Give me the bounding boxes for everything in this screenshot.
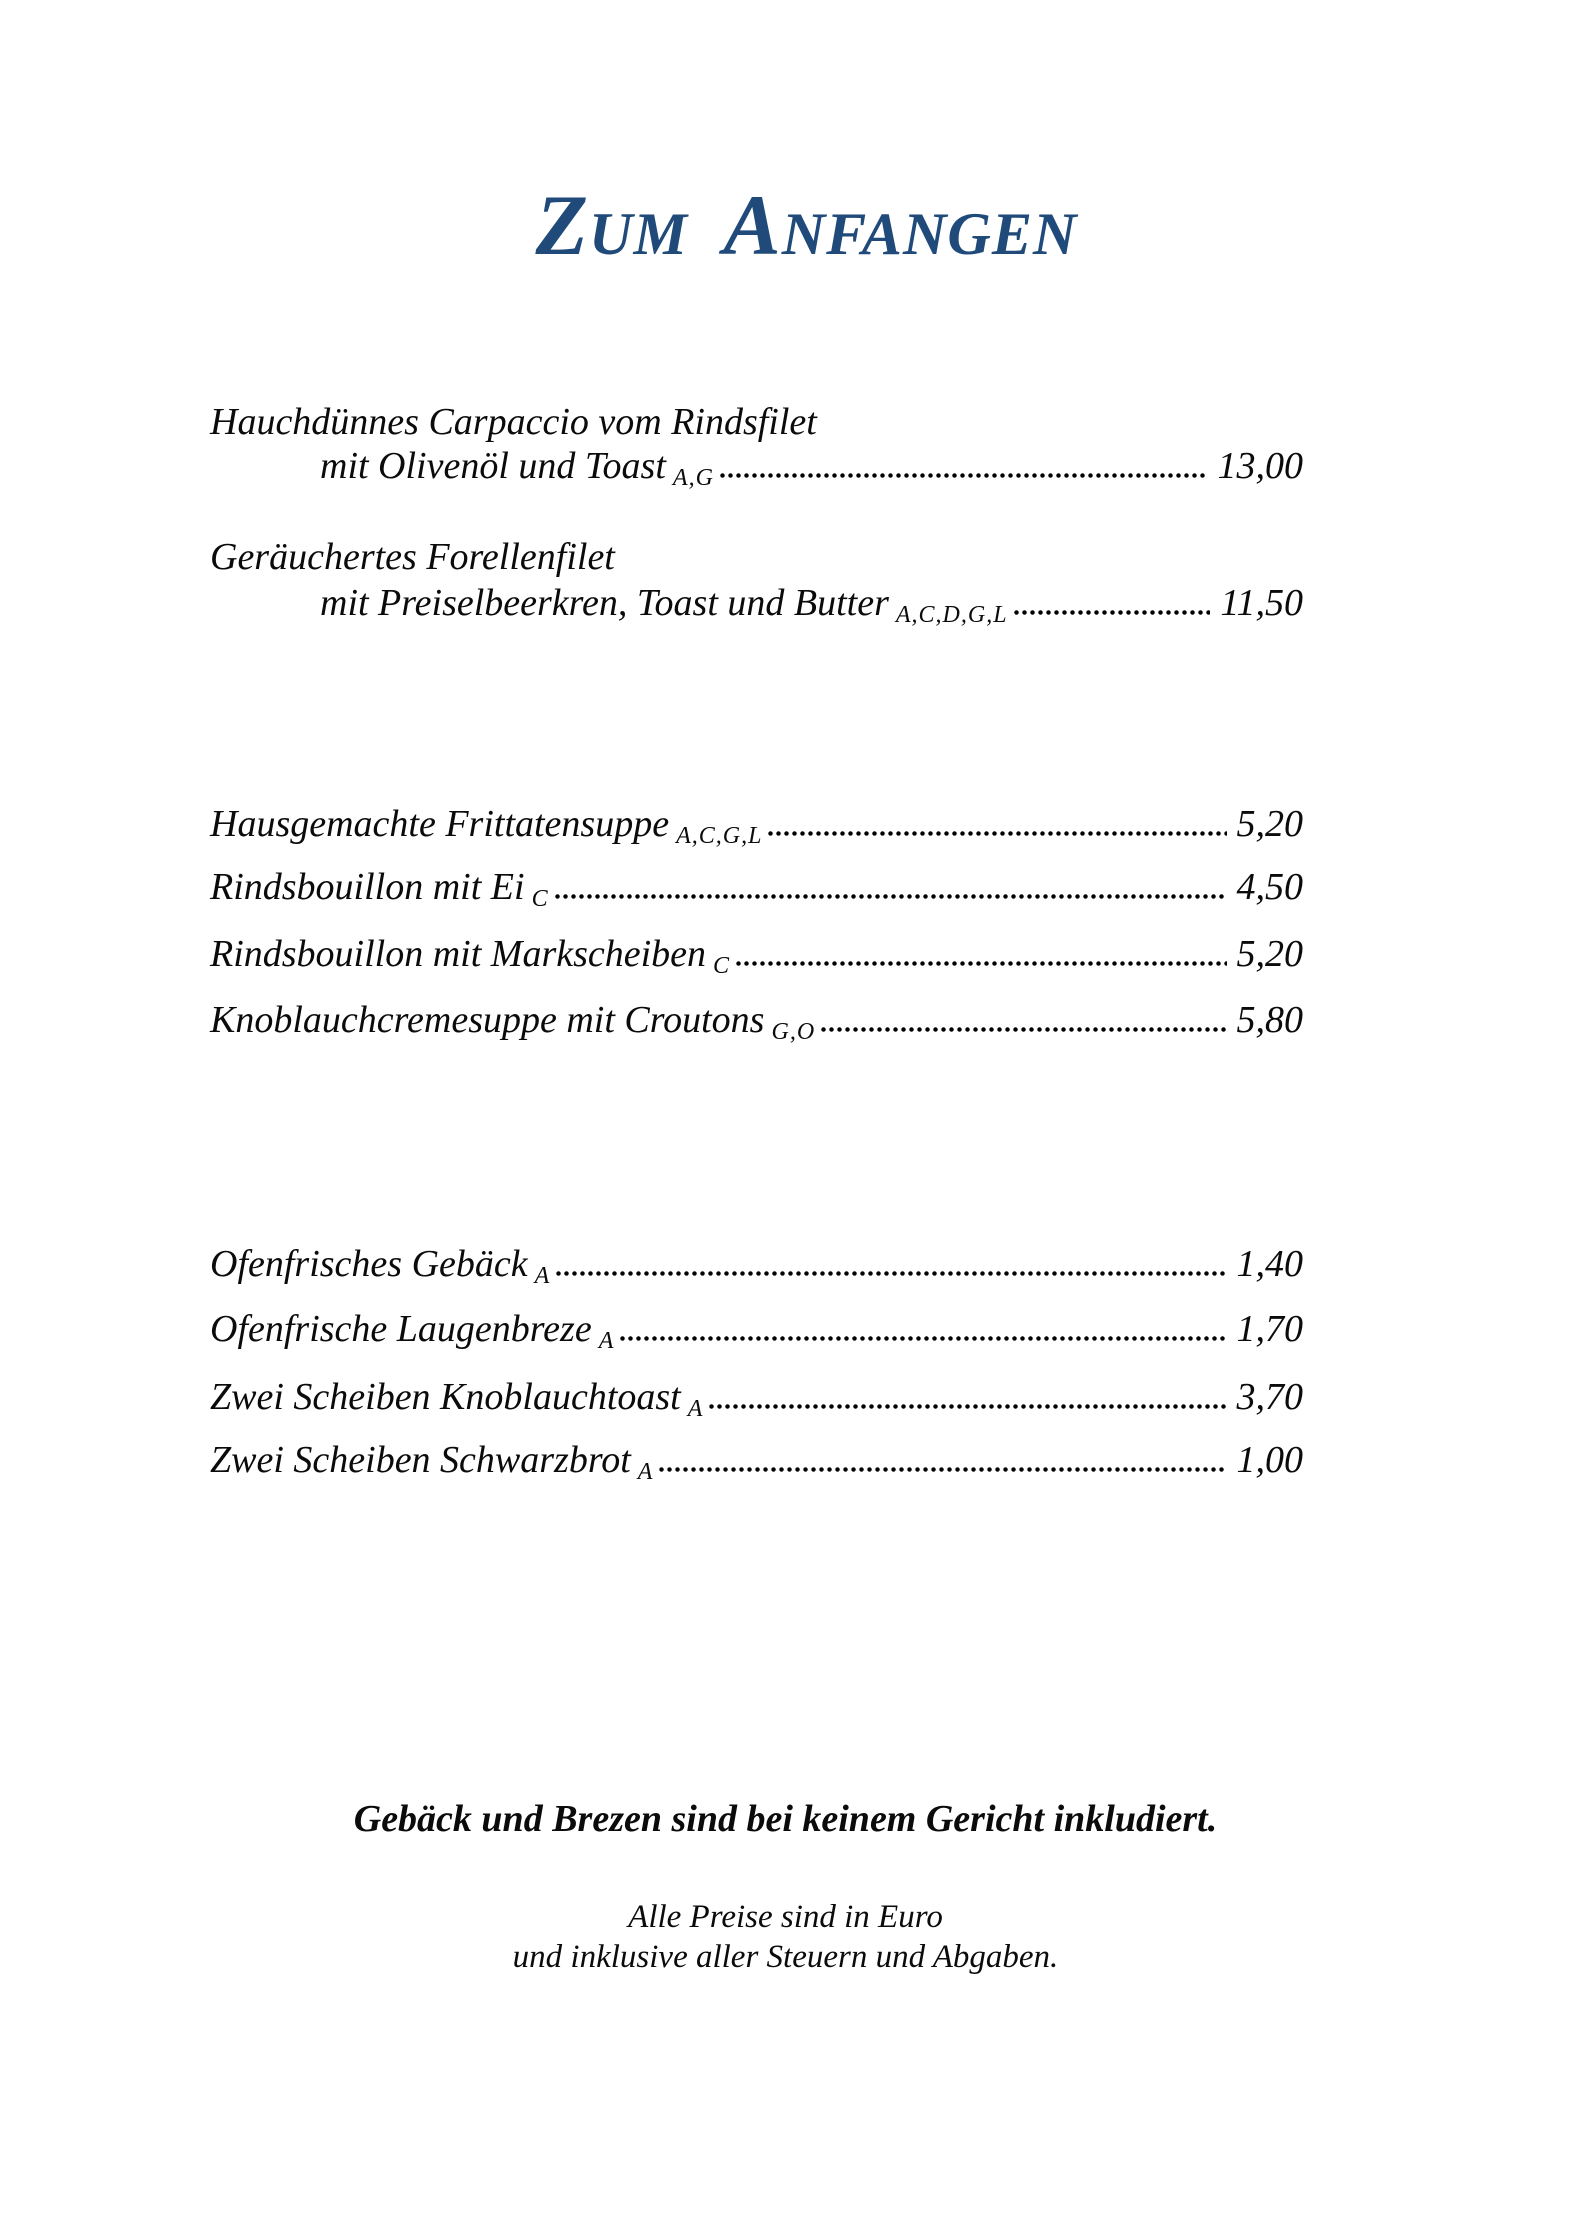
menu-item-price: 5,20 (1236, 803, 1303, 845)
menu-item-name: Rindsbouillon mit Markscheiben (210, 933, 707, 975)
dot-leader (768, 831, 1226, 836)
menu-item-row (210, 1308, 1303, 1356)
menu-item-price: 3,70 (1236, 1376, 1303, 1418)
footer-note-prices-line1: Alle Preise sind in Euro (628, 1899, 943, 1935)
menu-item-price: 1,00 (1236, 1439, 1303, 1481)
dot-leader (1014, 610, 1211, 615)
menu-item-row (210, 536, 1303, 580)
menu-item-price: 11,50 (1220, 582, 1303, 624)
allergen-codes: A (637, 1459, 654, 1485)
menu-item-row (210, 866, 1303, 914)
dot-leader (736, 961, 1226, 966)
page-title: ZUM ANFANGEN (535, 177, 1078, 273)
menu-item-row (210, 803, 1303, 851)
menu-item-row (320, 582, 1303, 630)
menu-item-price: 5,20 (1236, 933, 1303, 975)
menu-item-name: Geräuchertes Forellenfilet (210, 536, 615, 578)
allergen-codes: A (687, 1396, 704, 1422)
dot-leader (556, 1271, 1226, 1276)
menu-item-price: 4,50 (1236, 866, 1303, 908)
allergen-codes: A,G (672, 465, 714, 491)
menu-item-row (210, 1243, 1303, 1291)
allergen-codes: A,C,D,G,L (895, 602, 1008, 628)
menu-item-row (210, 1376, 1303, 1424)
menu-item-price: 13,00 (1217, 445, 1303, 487)
allergen-codes: A,C,G,L (676, 823, 763, 849)
menu-item-price: 5,80 (1236, 999, 1303, 1041)
dot-leader (555, 894, 1227, 899)
menu-item-row (210, 999, 1303, 1047)
dot-leader (821, 1027, 1226, 1032)
footer-note-prices-line2: und inklusive aller Steuern und Abgaben. (512, 1939, 1059, 1975)
menu-item-name: Hausgemachte Frittatensuppe (210, 803, 670, 845)
menu-item-detail: mit Preiselbeerkren, Toast und Butter (320, 582, 889, 624)
allergen-codes: A (598, 1328, 615, 1354)
menu-item-name: Ofenfrische Laugenbreze (210, 1308, 592, 1350)
menu-item-price: 1,70 (1236, 1308, 1303, 1350)
dot-leader (659, 1467, 1226, 1472)
menu-item-row (210, 933, 1303, 981)
menu-item-detail: mit Olivenöl und Toast (320, 445, 666, 487)
menu-item-name: Rindsbouillon mit Ei (210, 866, 525, 908)
menu-item-row (320, 445, 1303, 493)
menu-item-price: 1,40 (1236, 1243, 1303, 1285)
dot-leader (620, 1336, 1226, 1341)
footer-note-included: Gebäck und Brezen sind bei keinem Gericht inkludiert. (353, 1798, 1218, 1840)
menu-item-name: Zwei Scheiben Knoblauchtoast (210, 1376, 681, 1418)
allergen-codes: A (534, 1263, 551, 1289)
menu-item-name: Ofenfrisches Gebäck (210, 1243, 528, 1285)
dot-leader (709, 1404, 1226, 1409)
allergen-codes: G,O (771, 1019, 816, 1045)
menu-item-row (210, 401, 1303, 445)
footer-note-prices (0, 1897, 1571, 1977)
menu-item-name: Knoblauchcremesuppe mit Croutons (210, 999, 765, 1041)
allergen-codes: C (531, 886, 549, 912)
menu-item-name: Hauchdünnes Carpaccio vom Rindsfilet (210, 401, 817, 443)
dot-leader (720, 473, 1208, 478)
menu-item-row (210, 1439, 1303, 1487)
allergen-codes: C (713, 953, 731, 979)
menu-item-name: Zwei Scheiben Schwarzbrot (210, 1439, 631, 1481)
